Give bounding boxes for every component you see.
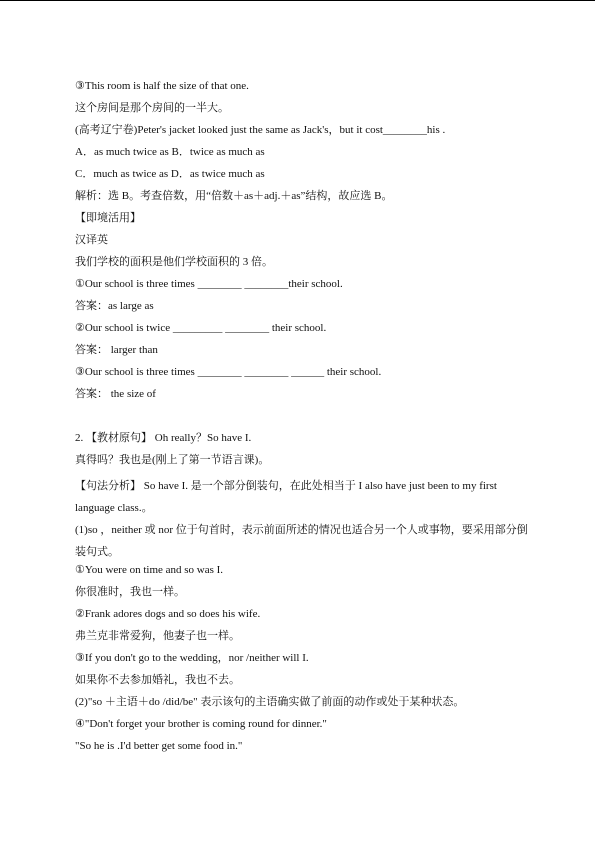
answer-options-cd: C．much as twice as D．as twice much as — [75, 168, 265, 180]
exercise-prompt: 我们学校的面积是他们学校面积的 3 倍。 — [75, 256, 273, 268]
exercise-answer: 答案：as large as — [75, 300, 154, 312]
section-heading-practice: 【即境活用】 — [75, 212, 141, 224]
grammar-rule-1: (1)so ，neither 或 nor 位于句首时，表示前面所述的情况也适合另一个人或事物，要采用部分倒装句式。 — [75, 524, 528, 558]
textbook-sentence-heading: 2. 【教材原句】 Oh really？So have I. — [75, 432, 252, 444]
example-sentence: ③This room is half the size of that one. — [75, 80, 249, 92]
example-translation: 你很准时，我也一样。 — [75, 586, 185, 598]
exercise-instruction: 汉译英 — [75, 234, 108, 246]
page-top-border — [0, 0, 595, 1]
example-sentence: "So he is .I'd better get some food in." — [75, 740, 243, 752]
exercise-item: ③Our school is three times ________ ________ ______ their school. — [75, 366, 382, 378]
example-sentence: ④"Don't forget your brother is coming round for dinner." — [75, 718, 327, 730]
grammar-rule-2: (2)"so ＋主语＋do /did/be" 表示该句的主语确实做了前面的动作或处于某种状态。 — [75, 696, 465, 708]
exam-question: (高考辽宁卷)Peter's jacket looked just the same as Jack's，but it cost________his . — [75, 124, 446, 136]
answer-options-ab: A．as much twice as B．twice as much as — [75, 146, 265, 158]
example-sentence: ③If you don't go to the wedding，nor /neither will I. — [75, 652, 309, 664]
textbook-sentence-translation: 真得吗？我也是(刚上了第一节语言课)。 — [75, 454, 270, 466]
example-translation: 如果你不去参加婚礼，我也不去。 — [75, 674, 240, 686]
syntax-analysis: 【句法分析】 So have I. 是一个部分倒装句，在此处相当于 I also have just been to my first language class.。 — [75, 480, 497, 514]
exercise-answer: 答案： the size of — [75, 388, 156, 400]
exercise-answer: 答案： larger than — [75, 344, 158, 356]
exercise-item: ①Our school is three times ________ ________their school. — [75, 278, 343, 290]
example-translation: 这个房间是那个房间的一半大。 — [75, 102, 229, 114]
example-sentence: ②Frank adores dogs and so does his wife. — [75, 608, 261, 620]
exercise-item: ②Our school is twice _________ ________ their school. — [75, 322, 327, 334]
example-translation: 弗兰克非常爱狗，他妻子也一样。 — [75, 630, 240, 642]
explanation: 解析：选 B。考查倍数，用“倍数＋as＋adj.＋as”结构，故应选 B。 — [75, 190, 393, 202]
example-sentence: ①You were on time and so was I. — [75, 564, 224, 576]
